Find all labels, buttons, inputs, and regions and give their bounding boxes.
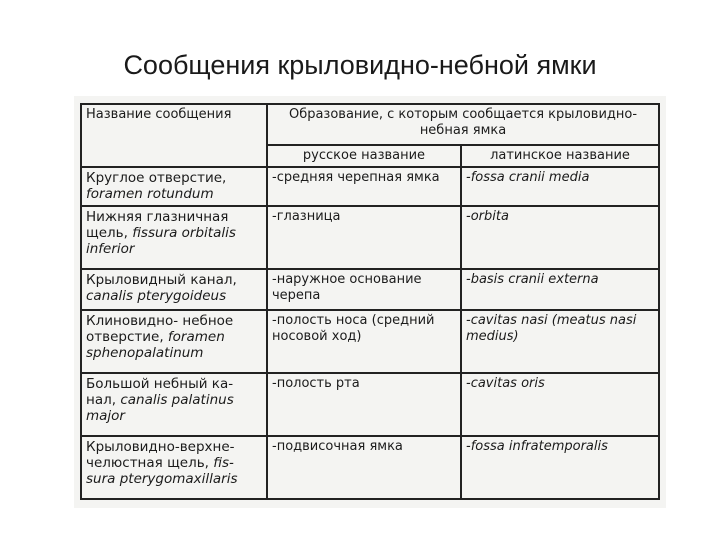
table-row xyxy=(81,373,659,436)
latin-name-cell: -cavitas oris xyxy=(461,373,659,436)
header-latin-cell: латинское название xyxy=(461,145,659,167)
passage-name-latin: foramen rotundum xyxy=(86,186,214,203)
passage-name-latin: fis-sura pterygomaxillaris xyxy=(86,454,238,487)
latin-name-cell: -basis cranii externa xyxy=(461,269,659,310)
russian-name-cell: -полость рта xyxy=(267,373,461,436)
passage-name: Большой небный ка-нал, xyxy=(86,375,234,408)
passage-name-latin: fissura orbitalis inferior xyxy=(86,224,236,257)
russian-name-cell: -полость носа (средний носовой ход) xyxy=(267,310,461,373)
passage-name: Круглое отверстие, xyxy=(86,170,227,187)
table-row xyxy=(81,436,659,499)
russian-name-cell: -наружное основание черепа xyxy=(267,269,461,310)
passage-name-latin: foramen sphenopalatinum xyxy=(86,328,225,361)
russian-name-cell: -средняя черепная ямка xyxy=(267,167,461,206)
passage-name: Клиновидно- небное отверстие, xyxy=(86,312,234,345)
passage-name-latin: canalis palatinus major xyxy=(86,391,234,424)
passage-name: Крыловидно-верхне-челюстная щель, xyxy=(86,438,235,471)
table-header-row xyxy=(81,104,659,145)
latin-name-cell: -orbita xyxy=(461,206,659,269)
slide-title: Сообщения крыловидно-небной ямки xyxy=(123,50,597,80)
passage-name-cell xyxy=(81,167,267,206)
table-row xyxy=(81,206,659,269)
header-name-cell: Название сообщения xyxy=(81,104,267,167)
table-row xyxy=(81,167,659,206)
passage-name: Крыловидный канал, xyxy=(86,271,237,288)
passage-name-cell xyxy=(81,269,267,310)
header-formation-cell: Образование, с которым сообщается крыловидно-небная ямка xyxy=(267,104,659,145)
communications-table xyxy=(80,103,660,500)
table-row xyxy=(81,269,659,310)
table-row xyxy=(81,310,659,373)
passage-name-latin: canalis pterygoideus xyxy=(86,287,227,304)
passage-name-cell xyxy=(81,206,267,269)
latin-name-cell: -fossa infratemporalis xyxy=(461,436,659,499)
russian-name-cell: -глазница xyxy=(267,206,461,269)
latin-name-cell: -cavitas nasi (meatus nasi medius) xyxy=(461,310,659,373)
latin-name-cell: -fossa cranii media xyxy=(461,167,659,206)
passage-name: Нижняя глазничная щель, xyxy=(86,208,229,241)
header-russian-cell: русское название xyxy=(267,145,461,167)
passage-name-cell xyxy=(81,373,267,436)
passage-name-cell xyxy=(81,310,267,373)
russian-name-cell: -подвисочная ямка xyxy=(267,436,461,499)
passage-name-cell xyxy=(81,436,267,499)
